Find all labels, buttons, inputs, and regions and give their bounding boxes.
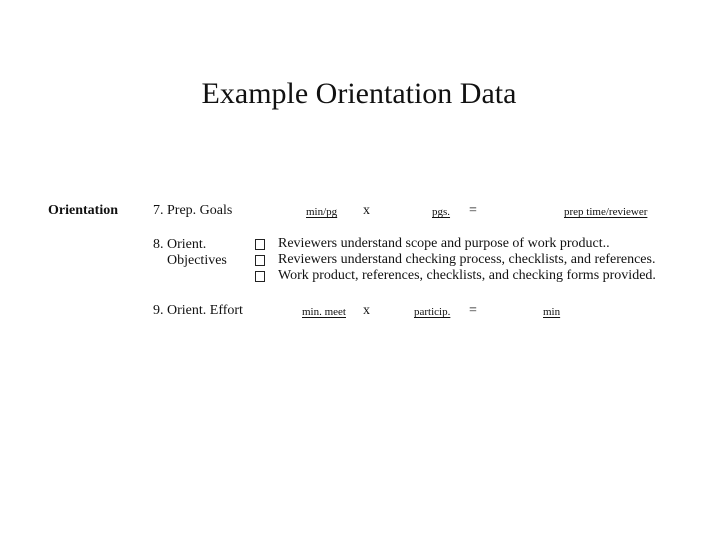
participants-field[interactable]: particip. <box>414 306 451 318</box>
prep-goals-label: 7. Prep. Goals <box>153 203 233 218</box>
objective-item: Reviewers understand checking process, checklists, and references. <box>278 252 656 267</box>
section-label: Orientation <box>48 203 118 218</box>
page-title <box>0 74 720 114</box>
min-per-page-field[interactable]: min/pg <box>306 206 338 218</box>
multiply-operator: x <box>363 303 370 318</box>
equals-operator: = <box>469 303 477 318</box>
orient-objectives-label-line2: Objectives <box>167 253 227 268</box>
objective-item: Work product, references, checklists, and checking forms provided. <box>278 268 656 283</box>
equals-operator: = <box>469 203 477 218</box>
orient-objectives-label-line1: 8. Orient. <box>153 237 207 252</box>
minutes-result-field[interactable]: min <box>543 306 561 318</box>
orient-effort-label: 9. Orient. Effort <box>153 303 243 318</box>
checkbox-icon[interactable] <box>255 271 265 282</box>
page-title-text: Example Orientation Data <box>201 77 517 110</box>
objective-item: Reviewers understand scope and purpose of work product.. <box>278 236 610 251</box>
checkbox-icon[interactable] <box>255 239 265 250</box>
prep-time-per-reviewer-field[interactable]: prep time/reviewer <box>564 206 648 218</box>
pages-field[interactable]: pgs. <box>432 206 451 218</box>
minutes-meeting-field[interactable]: min. meet <box>302 306 346 318</box>
checkbox-icon[interactable] <box>255 255 265 266</box>
multiply-operator: x <box>363 203 370 218</box>
